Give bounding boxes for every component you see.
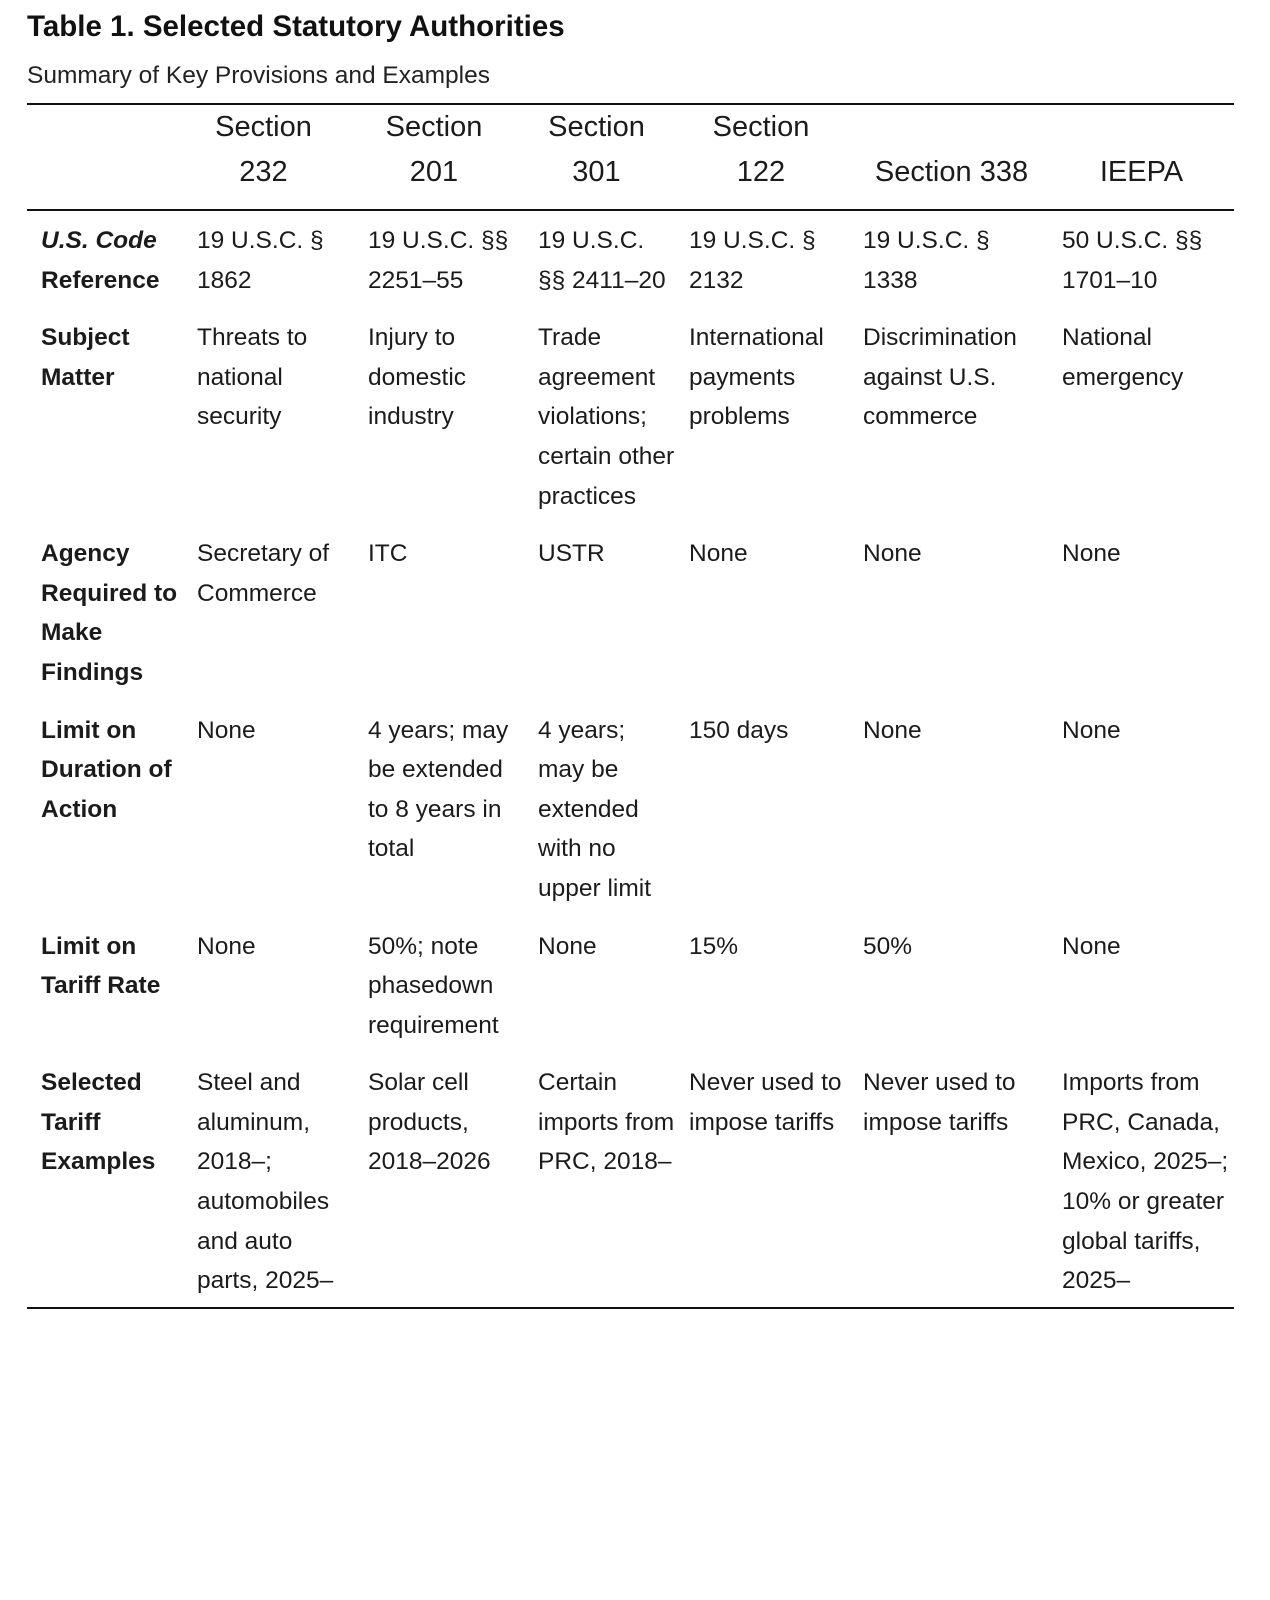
table-cell: None	[1062, 716, 1121, 744]
table-cell: Trade agreement violations; certain other practices	[538, 324, 675, 510]
table-cell: 150 days	[689, 716, 789, 744]
table-cell: None	[1062, 540, 1121, 568]
table-row	[27, 524, 1234, 700]
table-subtitle: Summary of Key Provisions and Examples	[27, 62, 490, 89]
table-cell: None	[689, 540, 748, 568]
column-header-section-301: Section 301	[525, 104, 680, 210]
table-row	[27, 210, 1234, 308]
table-cell: Never used to impose tariffs	[863, 1069, 1016, 1136]
table-cell: None	[197, 932, 256, 960]
table-cell: Solar cell products, 2018–2026	[368, 1069, 491, 1176]
table-cell: 4 years; may be extended with no upper limit	[538, 716, 652, 902]
column-header-section-232: Section 232	[184, 104, 355, 210]
header-row	[27, 104, 1234, 210]
header-corner	[27, 104, 184, 210]
row-label-us-code-reference: U.S. Code Reference	[41, 227, 160, 294]
table-cell: 15%	[689, 932, 739, 960]
table-title: Table 1. Selected Statutory Authorities	[27, 10, 565, 43]
table-row	[27, 1053, 1234, 1308]
table-cell: Steel and aluminum, 2018–; automobiles and auto parts, 2025–	[197, 1069, 334, 1295]
table-cell: USTR	[538, 540, 605, 568]
table-cell: 50%	[863, 932, 913, 960]
column-header-section-122: Section 122	[680, 104, 854, 210]
row-label-selected-tariff-examples: Selected Tariff Examples	[41, 1069, 156, 1176]
column-header-section-338: Section 338	[854, 104, 1049, 210]
row-label-agency-required: Agency Required to Make Findings	[41, 540, 178, 686]
statutory-authorities-table	[27, 103, 1234, 1309]
table-cell: None	[197, 716, 256, 744]
table-cell: Discrimination against U.S. commerce	[863, 324, 1017, 431]
table-cell: Secretary of Commerce	[197, 540, 330, 607]
row-label-limit-tariff-rate: Limit on Tariff Rate	[41, 932, 161, 1000]
table-row	[27, 308, 1234, 524]
table-cell: Threats to national security	[197, 324, 308, 431]
table-cell: 19 U.S.C. § 1862	[197, 227, 324, 294]
table-cell: 50 U.S.C. §§ 1701–10	[1062, 227, 1203, 294]
table-cell: 19 U.S.C. §§ 2411–20	[538, 227, 666, 294]
table-cell: Certain imports from PRC, 2018–	[538, 1069, 675, 1176]
table-cell: Imports from PRC, Canada, Mexico, 2025–; 10% or greater global tariffs, 2025–	[1062, 1069, 1229, 1295]
column-header-section-201: Section 201	[355, 104, 525, 210]
table-cell: 19 U.S.C. § 1338	[863, 227, 990, 294]
table-cell: Never used to impose tariffs	[689, 1069, 842, 1136]
table-cell: None	[863, 716, 922, 744]
row-label-limit-duration: Limit on Duration of Action	[41, 716, 172, 823]
table-cell: National emergency	[1062, 324, 1184, 391]
table-cell: Injury to domestic industry	[368, 324, 467, 431]
table-cell: ITC	[368, 540, 408, 568]
table-cell: 4 years; may be extended to 8 years in total	[368, 716, 509, 863]
table-cell: 19 U.S.C. § 2132	[689, 227, 816, 294]
row-label-subject-matter: Subject Matter	[41, 324, 130, 391]
table-cell: International payments problems	[689, 324, 824, 431]
table-cell: None	[538, 932, 597, 960]
table-cell: None	[863, 540, 922, 568]
table-row	[27, 917, 1234, 1054]
table-cell: 19 U.S.C. §§ 2251–55	[368, 227, 509, 294]
table-cell: None	[1062, 932, 1121, 960]
table-row	[27, 701, 1234, 917]
column-header-ieepa: IEEPA	[1049, 104, 1234, 210]
table-cell: 50%; note phasedown requirement	[368, 932, 499, 1039]
document-page	[27, 0, 1234, 1600]
